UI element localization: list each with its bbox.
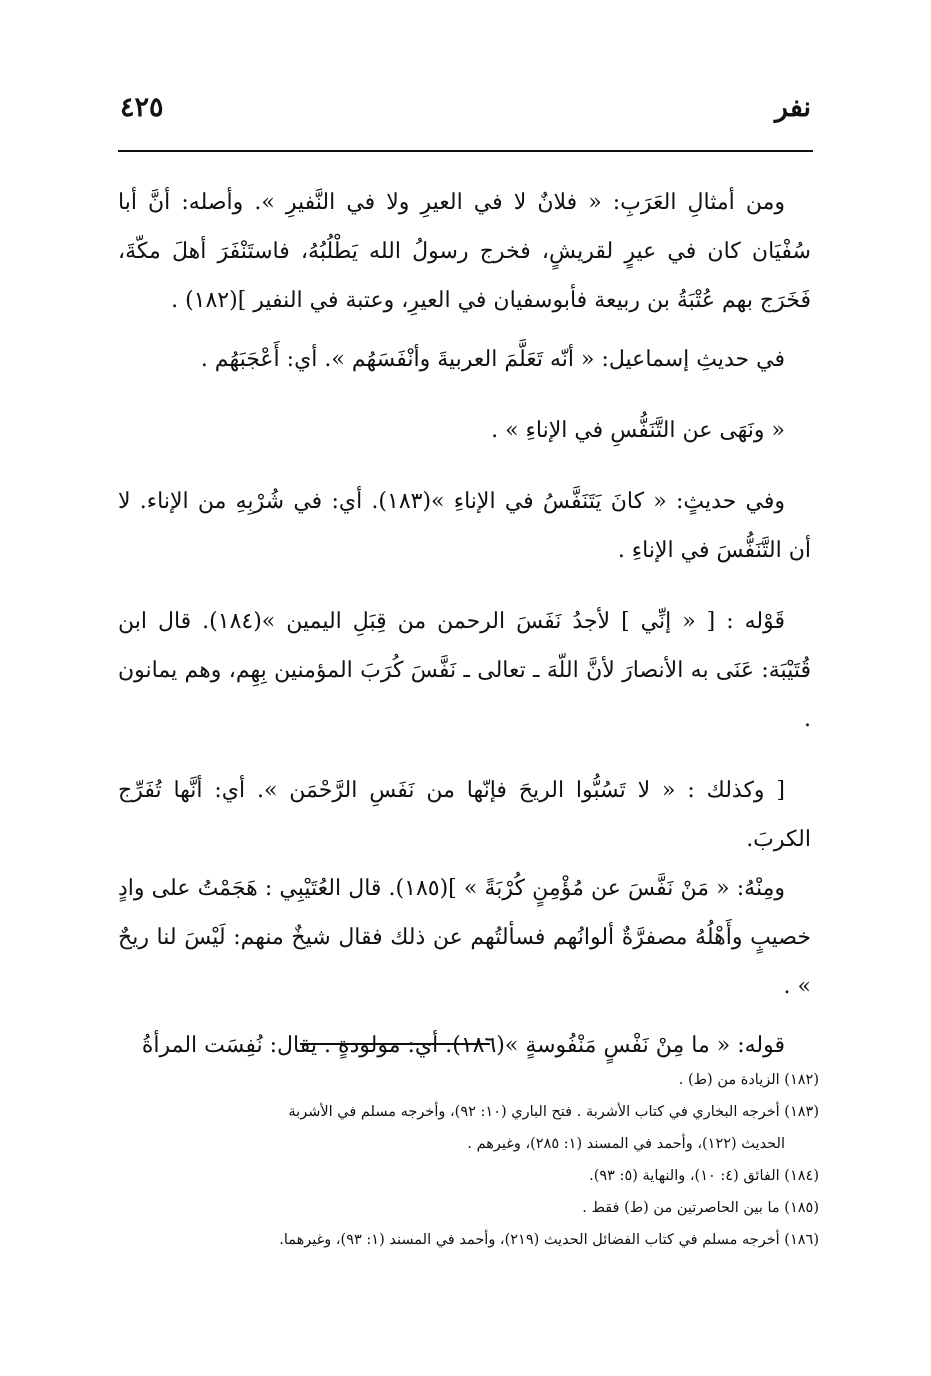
paragraph: في حديثِ إسماعيل: « أنّه تَعَلَّمَ العربيةَ وأنْفَسَهُم ». أي: أَعْجَبَهُم . [200,347,785,372]
footnote-text: (١٨٤) الفائق (٤: ١٠)، والنهاية (٥: ٩٣). [589,1168,819,1184]
paragraph: وفي حديثٍ: « كانَ يَتَنَفَّسُ في الإناءِ »(١٨٣). أي: في شُرْبِهِ من الإناء. لا أن التَّنَفُّسَ في الإناءِ . [118,489,811,563]
page-number: ٤٢٥ [120,92,164,123]
footnote [118,1064,819,1096]
footnote-text: (١٨٣) أخرجه البخاري في كتاب الأشربة . فتح الباري (١٠: ٩٢)، وأخرجه مسلم في الأشربة [288,1104,819,1120]
footnote-text: (١٨٥) ما بين الحاصرتين من (ط) فقط . [582,1200,819,1216]
paragraph: قَوْله : [ « إنِّي ] لأجدُ نَفَسَ الرحمن من قِبَلِ اليمين »(١٨٤). قال ابن قُتَيْبَة: عَنَى به الأنصارَ لأنَّ اللّهَ ـ تعالى ـ نَفَّسَ كُرَبَ المؤمنين بِهِم، وهم يمانون . [118,609,811,732]
paragraph: « ونَهَى عن التَّنَفُّسِ في الإناءِ » . [491,418,785,443]
main-text [118,178,811,1070]
header-title: نفر [774,92,811,123]
footnote-separator [300,1043,490,1045]
footnotes [118,1064,819,1256]
paragraph: ومِنْهُ: « مَنْ نَفَّسَ عن مُؤْمِنٍ كُرْبَةً » ](١٨٥). قال العُتَيْبِي : هَجَمْتُ على وادٍ خصيبٍ وأَهْلُهُ مصفرَّةٌ ألوانُهم فسألتُهم عن ذلك فقال شيخٌ منهم: لَيْسَ لنا ريحٌ » . [118,876,811,999]
footnote [118,1224,819,1256]
footnote [118,1096,819,1160]
paragraph: ومن أمثالِ العَرَبِ: « فلانٌ لا في العيرِ ولا في النَّفيرِ ». وأصله: أنَّ أبا سُفْيَان كان في عيرٍ لقريشٍ، فخرج رسولُ الله يَطْلُبُهُ، فاستَنْفَرَ أهلَ مكّةَ، فَخَرَج بهم عُتْبَةُ بن ربيعة فأبوسفيان في العيرِ، وعتبة في النفير ](١٨٢) . [118,190,811,313]
running-header [120,92,811,132]
header-rule [118,150,813,152]
footnote-text: (١٨٢) الزيادة من (ط) . [678,1072,819,1088]
footnote [118,1160,819,1192]
footnote [118,1192,819,1224]
footnote-continuation: الحديث (١٢٢)، وأحمد في المسند (١: ٢٨٥)، وغيرهم . [467,1136,785,1152]
footnote-text: (١٨٦) أخرجه مسلم في كتاب الفضائل الحديث (٢١٩)، وأحمد في المسند (١: ٩٣)، وغيرهما. [279,1232,819,1248]
paragraph: قوله: « ما مِنْ نَفْسٍ مَنْفُوسةٍ »(١٨٦). أي: مولودةٍ . يقال: نُفِسَت المرأةُ [141,1033,785,1058]
paragraph: [ وكذلك : « لا تَسُبُّوا الريحَ فإنّها من نَفَسِ الرَّحْمَن ». أي: أنَّها تُفَرِّج الكربَ. [118,778,811,852]
